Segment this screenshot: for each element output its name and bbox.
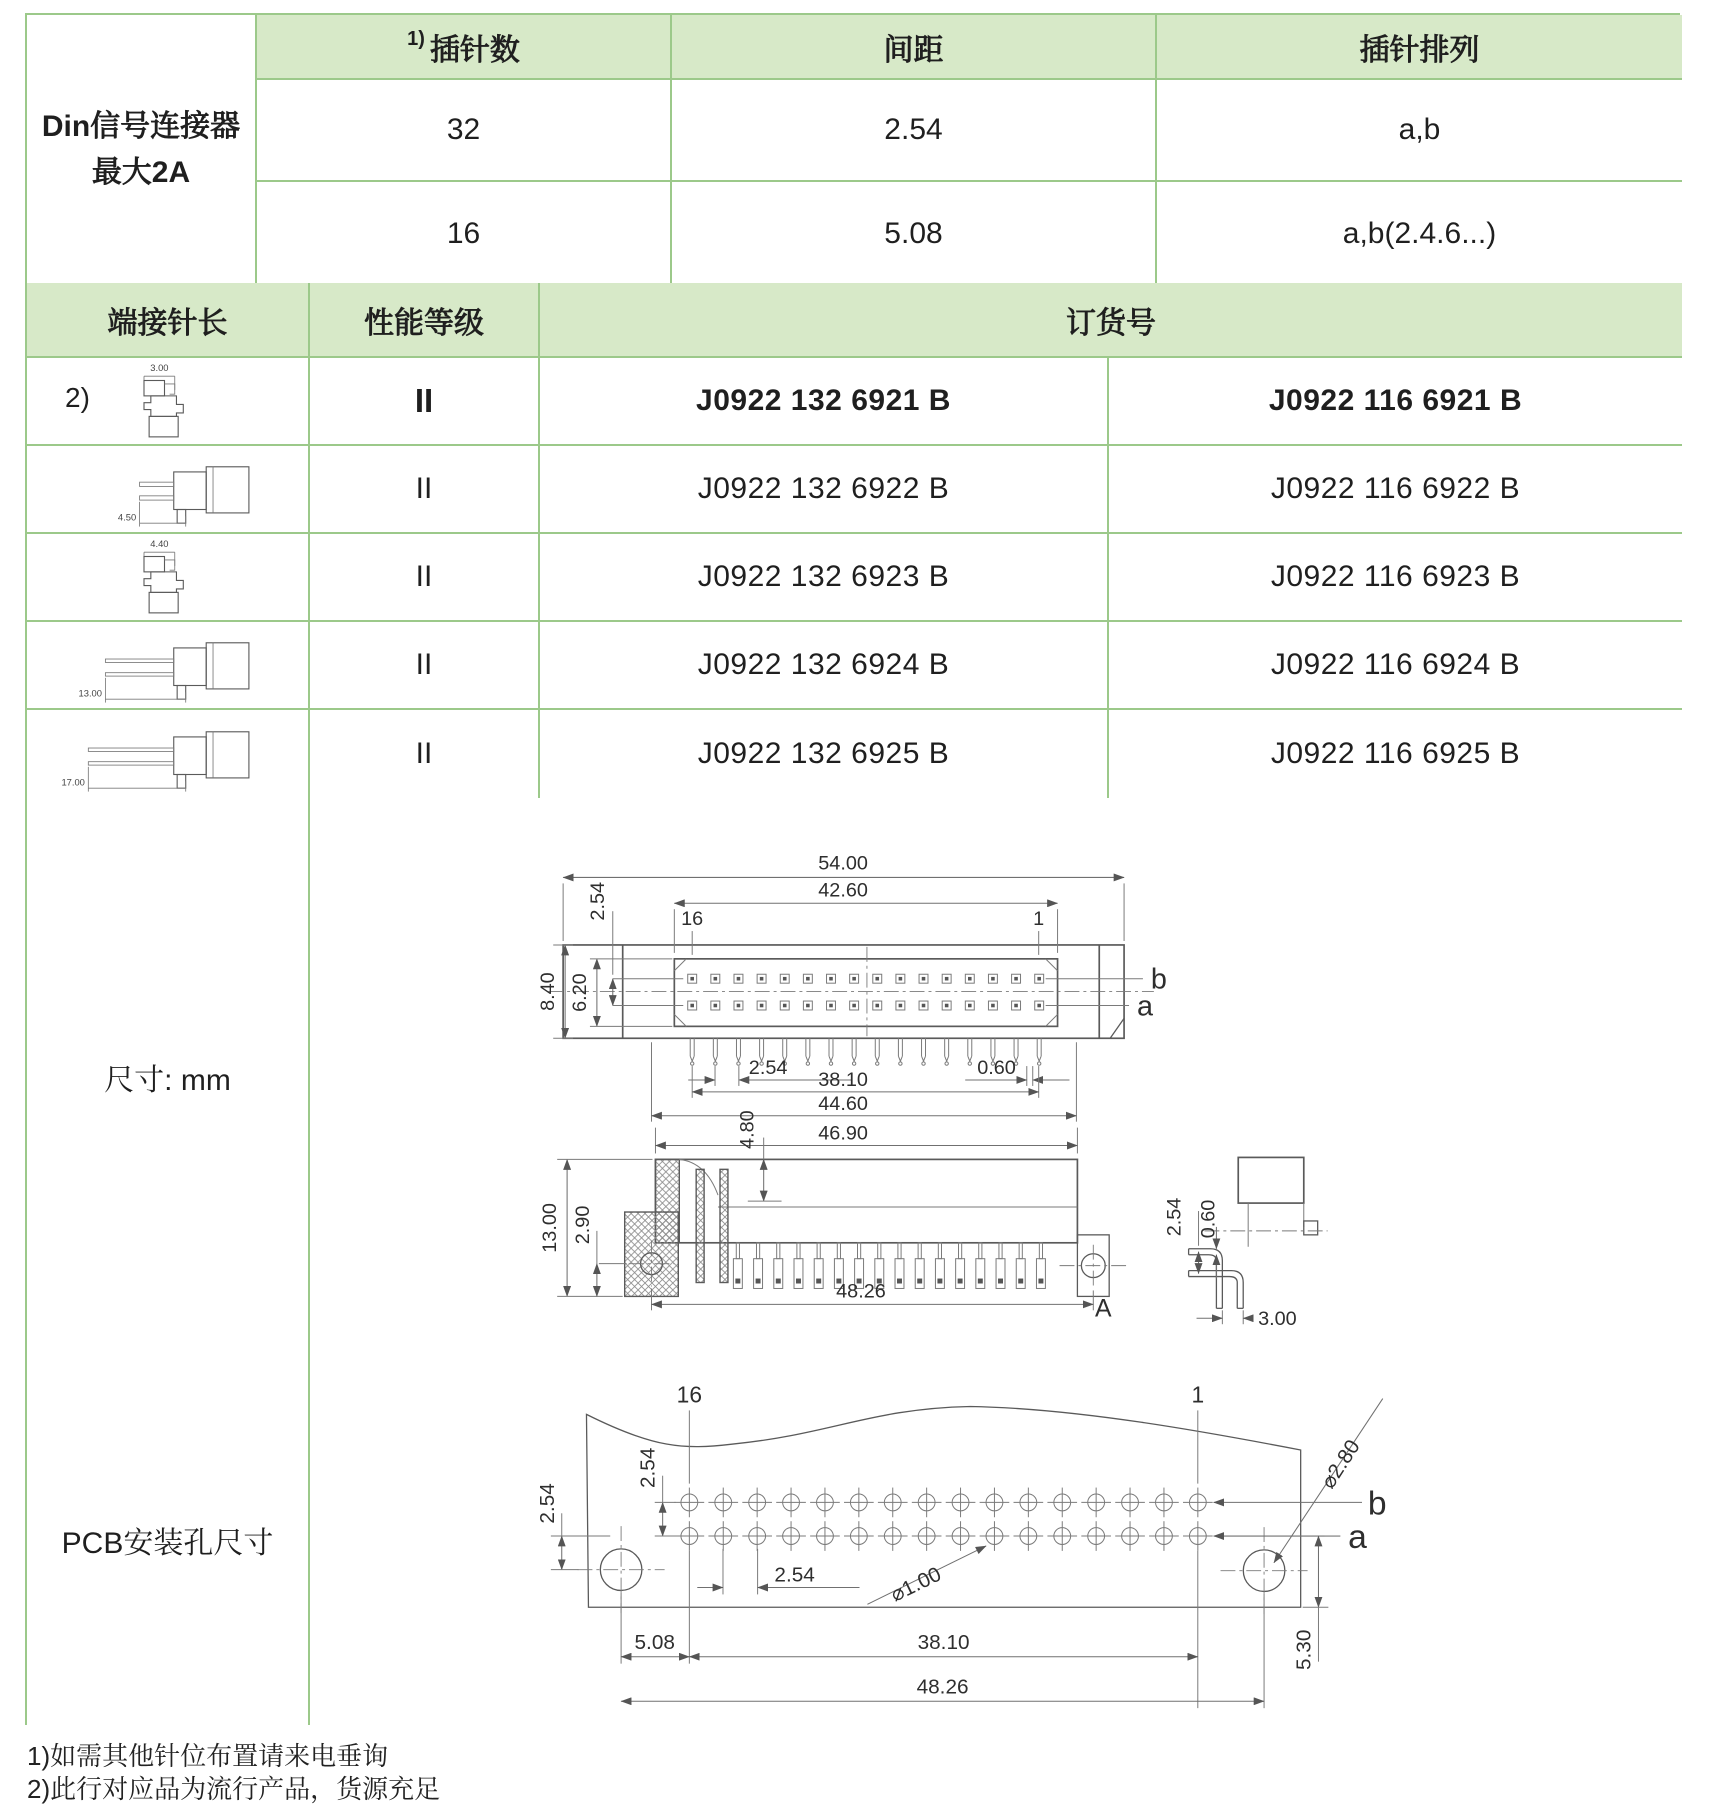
header-pin-count-label: 插针数 <box>429 33 520 67</box>
order-no-32pin: J0922 132 6923 B <box>540 534 1109 622</box>
grade-cell: II <box>310 710 540 798</box>
pin-length-drawing-5 <box>27 710 310 798</box>
order-no-16pin: J0922 116 6925 B <box>1109 710 1682 798</box>
dim-8-40: 8.40 <box>537 972 560 1011</box>
pcb-drawing-cell <box>310 1355 1682 1725</box>
header-order-no <box>540 283 1682 358</box>
dim-54-00: 54.00 <box>818 852 868 875</box>
footnote-1: 1)如需其他针位布置请来电垂询 <box>27 1741 389 1771</box>
terminal-profile-icon-vertical <box>103 360 231 442</box>
pin-length-drawing-3 <box>27 534 310 622</box>
dimensions-label-cell <box>27 798 310 1355</box>
pcb-pin16-label: 16 <box>676 1381 703 1408</box>
dim-13-00: 13.00 <box>539 1203 562 1253</box>
dim-44-60: 44.60 <box>818 1092 868 1115</box>
pcb-dia-2-80: ⌀2.80 <box>1316 1435 1365 1493</box>
front-view <box>537 852 1167 1153</box>
pin-length-drawing-2 <box>27 446 310 534</box>
spec-table <box>25 13 1680 283</box>
dimensions-label: 尺寸: mm <box>104 1063 231 1097</box>
connector-dimension-drawing <box>312 800 1680 1353</box>
pin1-label: 1 <box>1033 908 1045 931</box>
grade-cell: II <box>310 446 540 534</box>
pitch-508-cell: 5.08 <box>672 182 1157 285</box>
icon-dim-label: 3.00 <box>150 362 169 374</box>
header-order-no-label: 订货号 <box>1066 306 1156 340</box>
order-no-16pin: J0922 116 6922 B <box>1109 446 1682 534</box>
terminal-profile-icon-vertical <box>103 536 231 618</box>
product-name-line2: 最大2A <box>91 156 191 189</box>
dim-2-54-rows: 2.54 <box>586 881 609 921</box>
pcb-dim-5-30: 5.30 <box>1292 1629 1316 1671</box>
header-grade-label: 性能等级 <box>364 306 484 340</box>
terminal-profile-icon-horizontal <box>61 624 275 706</box>
dim-0-60-detail: 0.60 <box>1197 1199 1220 1239</box>
pcb-dim-48-26: 48.26 <box>916 1675 969 1699</box>
dim-0-60: 0.60 <box>977 1057 1016 1080</box>
header-arrangement <box>1157 15 1682 80</box>
dim-42-60: 42.60 <box>818 879 868 902</box>
section-a-label: A <box>1094 1295 1112 1323</box>
icon-dim-label: 13.00 <box>78 687 102 699</box>
pin-length-drawing-4 <box>27 622 310 710</box>
dim-3-00-detail: 3.00 <box>1258 1308 1297 1331</box>
footnote-2: 2)此行对应品为流行产品，货源充足 <box>27 1774 441 1804</box>
arrangement-ab-cell: a,b <box>1157 80 1682 182</box>
pcb-label-cell <box>27 1355 310 1725</box>
dimensions-section <box>25 798 1680 1355</box>
order-no-32pin: J0922 132 6921 B <box>540 358 1109 446</box>
pcb-section <box>25 1355 1680 1725</box>
pcb-row-a-label: a <box>1348 1518 1367 1556</box>
pcb-hole-layout-drawing <box>312 1357 1680 1723</box>
footnote-ref-2: 2) <box>65 381 90 413</box>
dim-46-90: 46.90 <box>818 1122 868 1145</box>
grade-cell: II <box>310 622 540 710</box>
header-pitch-label: 间距 <box>883 33 944 67</box>
row-b-label: b <box>1150 963 1167 996</box>
dim-2-54-detail: 2.54 <box>1163 1197 1186 1237</box>
pcb-dim-38-10: 38.10 <box>917 1630 970 1654</box>
grade-cell: II <box>310 534 540 622</box>
order-no-32pin: J0922 132 6924 B <box>540 622 1109 710</box>
header-arrangement-label: 插针排列 <box>1359 33 1480 67</box>
footnotes <box>27 1740 440 1806</box>
order-no-32pin: J0922 132 6922 B <box>540 446 1109 534</box>
pitch-254-cell: 2.54 <box>672 80 1157 182</box>
pin-length-drawing-1 <box>27 358 310 446</box>
pins-16-cell: 16 <box>257 182 672 285</box>
order-no-16pin: J0922 116 6921 B <box>1109 358 1682 446</box>
dimensions-drawing-cell <box>310 798 1682 1355</box>
row-a-label: a <box>1136 990 1153 1023</box>
arrangement-ab246-cell: a,b(2.4.6...) <box>1157 182 1682 285</box>
dim-2-54-pitch: 2.54 <box>748 1057 788 1080</box>
terminal-profile-icon-horizontal <box>61 448 275 530</box>
order-table <box>25 283 1680 798</box>
header-grade <box>310 283 540 358</box>
pcb-label: PCB安装孔尺寸 <box>61 1527 274 1560</box>
dim-4-80: 4.80 <box>736 1110 759 1149</box>
dim-38-10: 38.10 <box>818 1068 868 1091</box>
header-pin-count <box>257 15 672 80</box>
order-no-16pin: J0922 116 6924 B <box>1109 622 1682 710</box>
pcb-dim-5-08: 5.08 <box>634 1630 675 1654</box>
order-no-32pin: J0922 132 6925 B <box>540 710 1109 798</box>
grade-cell: II <box>310 358 540 446</box>
pcb-dim-2-54-left: 2.54 <box>535 1483 559 1524</box>
header-pitch <box>672 15 1157 80</box>
icon-dim-label: 4.50 <box>117 511 136 523</box>
dim-2-90: 2.90 <box>571 1205 594 1245</box>
terminal-profile-icon-horizontal <box>61 713 275 795</box>
icon-dim-label: 4.40 <box>150 538 169 550</box>
header-pin-length-label: 端接针长 <box>107 306 228 340</box>
pcb-pin1-label: 1 <box>1191 1381 1205 1408</box>
footnote-ref-1: 1) <box>407 28 425 50</box>
dim-6-20: 6.20 <box>568 973 591 1012</box>
dim-48-26: 48.26 <box>836 1280 886 1303</box>
pin16-label: 16 <box>681 908 704 931</box>
pins-32-cell: 32 <box>257 80 672 182</box>
icon-dim-label: 17.00 <box>61 776 85 788</box>
pcb-dim-2-54-pitch: 2.54 <box>774 1563 815 1587</box>
pcb-dim-2-54-rows: 2.54 <box>636 1447 660 1489</box>
pcb-dia-1-00: ⌀1.00 <box>887 1562 945 1607</box>
pcb-row-b-label: b <box>1367 1485 1387 1523</box>
header-pin-length <box>27 283 310 358</box>
product-name-cell <box>27 15 257 285</box>
order-no-16pin: J0922 116 6923 B <box>1109 534 1682 622</box>
pin-detail-view <box>1164 1157 1328 1330</box>
product-name-line1: Din信号连接器 <box>41 110 241 143</box>
